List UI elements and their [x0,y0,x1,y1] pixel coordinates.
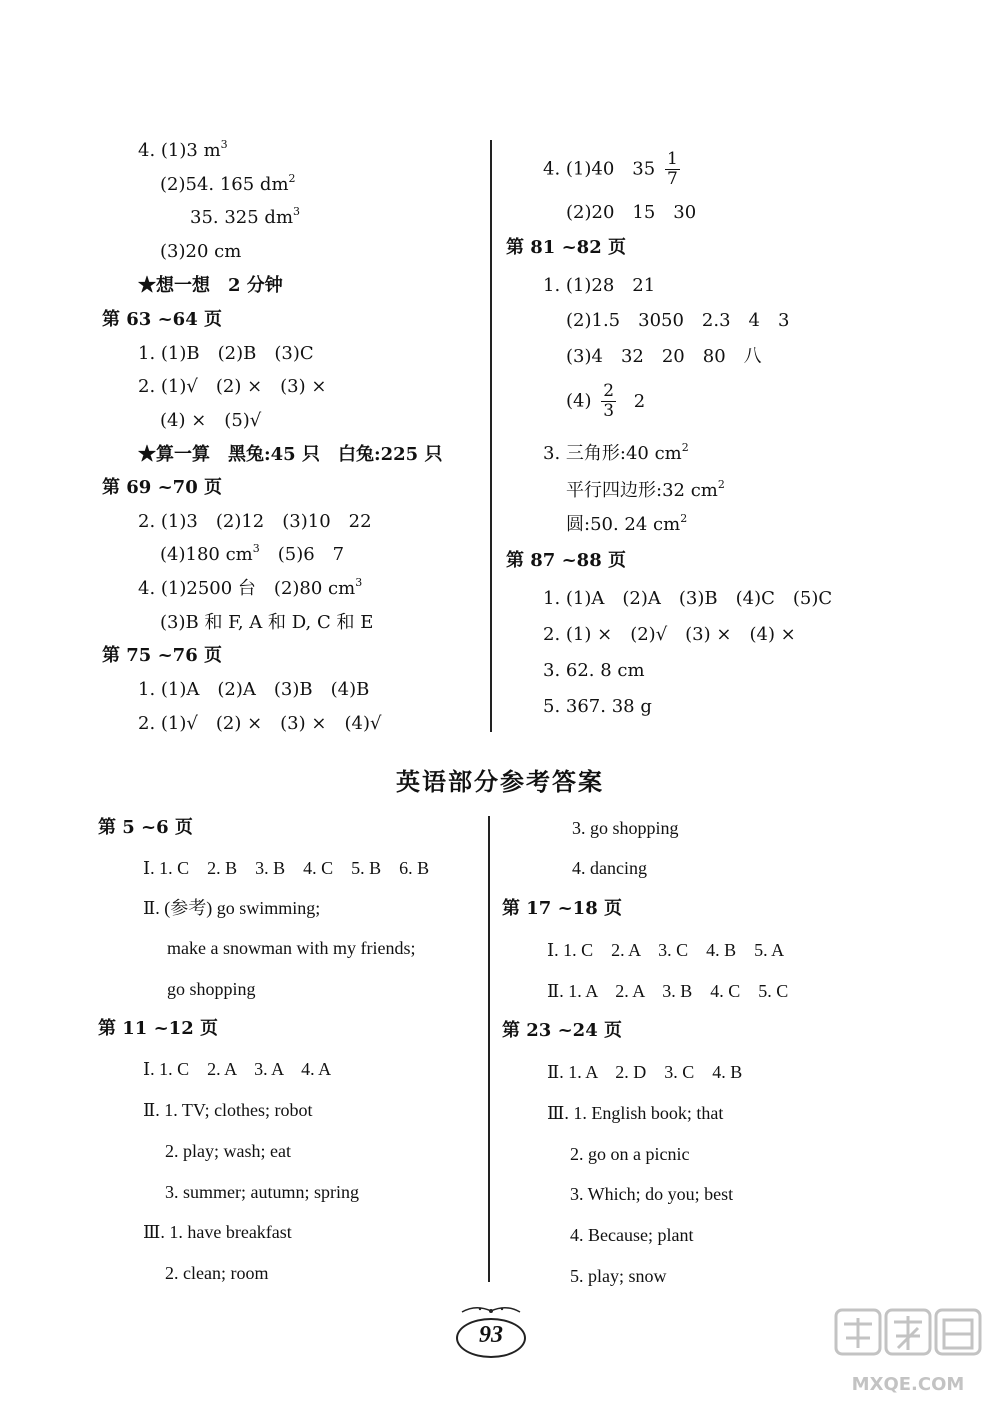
answer-line: 平行四边形:32 $cm^2$ [566,478,725,501]
answer-line: (4)180 $cm^3$ (5)6 7 [160,542,345,565]
answer-line: (3)4 32 20 80 八 [566,346,762,367]
answer-line: 圆:50. 24 $cm^2$ [566,512,688,535]
answer-line: 1. (1)A (2)A (3)B (4)B [138,679,370,700]
column-divider [490,140,492,732]
answer-line: Ⅱ. 1. A 2. D 3. C 4. B [547,1062,743,1082]
answer-line: 4. (1)40 35 $\frac{1}{7}$ [543,149,678,189]
answer-line: Ⅰ. 1. C 2. A 3. A 4. A [143,1059,332,1079]
page-range-heading: 第 23 ~24 页 [502,1020,622,1041]
page-number-badge [450,1300,530,1360]
svg-text:MXQE.COM: MXQE.COM [851,1374,965,1395]
answer-line: Ⅱ. 1. TV; clothes; robot [143,1100,313,1120]
answer-line: 2. (1)3 (2)12 (3)10 22 [138,511,372,532]
calc-prompt: ★算一算 黑兔:45 只 白兔:225 只 [138,444,443,465]
answer-line: (4) × (5)√ [160,410,262,431]
answer-line: 3. summer; autumn; spring [165,1182,359,1202]
answer-line: 2. clean; room [165,1263,269,1283]
answer-line: go shopping [167,979,256,999]
answer-line: 4. dancing [572,858,647,878]
answer-line: 5. 367. 38 g [543,696,652,717]
answer-line: 1. (1)A (2)A (3)B (4)C (5)C [543,588,833,609]
column-divider [488,816,490,1282]
page-range-heading: 第 11 ~12 页 [98,1018,218,1039]
answer-line: (3)B 和 F, A 和 D, C 和 E [160,612,374,633]
answer-line: 3. Which; do you; best [570,1184,734,1204]
page-number: 93 [479,1322,503,1348]
answer-line: 2. (1)√ (2) × (3) × (4)√ [138,713,382,734]
page-range-heading: 第 75 ~76 页 [102,645,222,666]
page-range-heading: 第 81 ~82 页 [506,237,626,258]
answer-line: Ⅱ. 1. A 2. A 3. B 4. C 5. C [547,981,789,1001]
ornament-icon [460,1302,522,1318]
watermark-logo [828,1304,988,1404]
answer-line: 2. (1)√ (2) × (3) × [138,376,327,397]
page-range-heading: 第 63 ~64 页 [102,309,222,330]
page-range-heading: 第 5 ~6 页 [98,817,193,838]
answer-line: Ⅰ. 1. C 2. A 3. C 4. B 5. A [547,940,785,960]
fraction: $\frac{2}{3}$ [603,381,615,421]
answer-line: 35. 325 $dm^3$ [190,205,301,228]
answer-line: 3. 三角形:40 $cm^2$ [543,441,689,464]
answer-line: 2. go on a picnic [570,1144,690,1164]
answer-line: 3. go shopping [572,818,679,838]
page-range-heading: 第 17 ~18 页 [502,898,622,919]
answer-line: (2)1.5 3050 2.3 4 3 [566,310,790,331]
answer-line: (2)54. 165 $dm^2$ [160,172,296,195]
answer-line: make a snowman with my friends; [167,938,416,958]
answer-line: (2)20 15 30 [566,202,697,223]
answer-line: 5. play; snow [570,1266,667,1286]
answer-line: Ⅲ. 1. have breakfast [143,1222,292,1242]
answer-line: 4. (1)3 $m^3$ [138,138,228,161]
answer-line: Ⅰ. 1. C 2. B 3. B 4. C 5. B 6. B [143,858,430,878]
answer-line: (3)20 cm [160,241,242,262]
page-range-heading: 第 69 ~70 页 [102,477,222,498]
answer-line: Ⅲ. 1. English book; that [547,1103,724,1123]
answer-line: 4. Because; plant [570,1225,694,1245]
answer-line: 1. (1)B (2)B (3)C [138,343,314,364]
fraction: $\frac{1}{7}$ [666,149,678,189]
answer-line: (4) $\frac{2}{3}$ 2 [566,381,646,421]
page-range-heading: 第 87 ~88 页 [506,550,626,571]
answer-line: 2. (1) × (2)√ (3) × (4) × [543,624,796,645]
answer-line: 4. (1)2500 台 (2)80 $cm^3$ [138,576,363,599]
answer-line: Ⅱ. (参考) go swimming; [143,898,321,918]
answer-line: 1. (1)28 21 [543,275,656,296]
answer-line: 3. 62. 8 cm [543,660,645,681]
section-title: 英语部分参考答案 [396,768,604,796]
think-prompt: ★想一想 2 分钟 [138,275,283,296]
answer-line: 2. play; wash; eat [165,1141,291,1161]
